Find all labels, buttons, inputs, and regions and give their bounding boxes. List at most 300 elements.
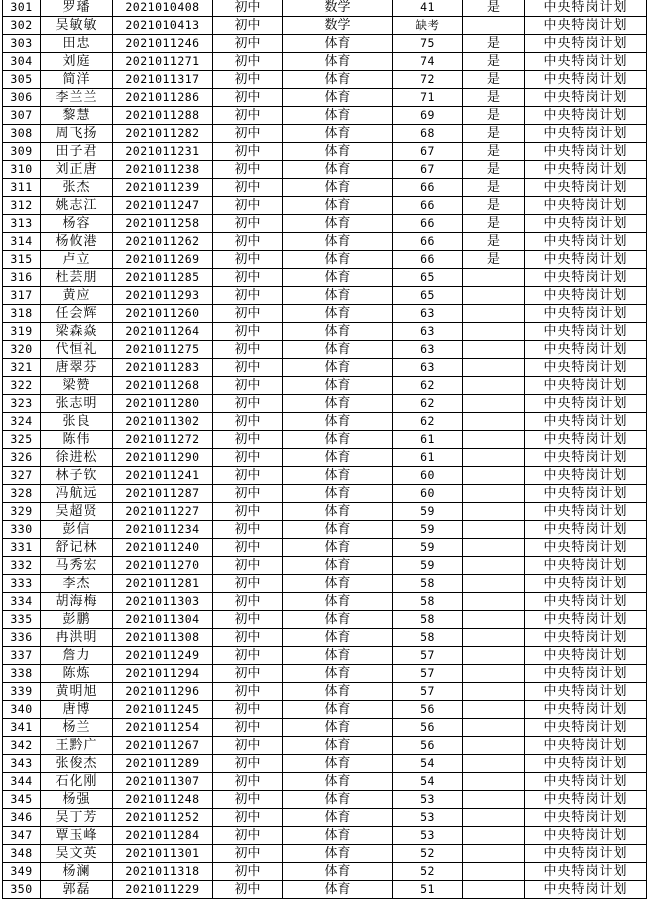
score-cell: 63 (393, 359, 463, 377)
candidate-name-cell: 张俊杰 (41, 755, 113, 773)
school-level-cell: 初中 (213, 557, 283, 575)
candidate-name-cell: 吴丁芳 (41, 809, 113, 827)
subject-cell: 体育 (283, 467, 393, 485)
school-level-cell: 初中 (213, 845, 283, 863)
score-cell: 54 (393, 755, 463, 773)
school-level-cell: 初中 (213, 629, 283, 647)
exam-id-cell: 2021011229 (113, 881, 213, 899)
subject-cell: 体育 (283, 341, 393, 359)
candidate-name-cell: 张志明 (41, 395, 113, 413)
table-row (3, 143, 647, 161)
recruitment-plan-cell: 中央特岗计划 (525, 881, 647, 899)
school-level-cell: 初中 (213, 323, 283, 341)
subject-cell: 体育 (283, 665, 393, 683)
subject-cell: 体育 (283, 503, 393, 521)
candidate-name-cell: 任会辉 (41, 305, 113, 323)
candidate-name-cell: 黄明旭 (41, 683, 113, 701)
score-cell: 56 (393, 719, 463, 737)
school-level-cell: 初中 (213, 161, 283, 179)
score-cell: 60 (393, 467, 463, 485)
exam-id-cell: 2021011269 (113, 251, 213, 269)
candidate-name-cell: 杨澜 (41, 863, 113, 881)
table-row (3, 35, 647, 53)
qualified-flag-cell: 是 (463, 161, 525, 179)
score-cell: 缺考 (393, 17, 463, 35)
exam-id-cell: 2021011267 (113, 737, 213, 755)
exam-id-cell: 2021011285 (113, 269, 213, 287)
qualified-flag-cell: 是 (463, 197, 525, 215)
exam-id-cell: 2021011258 (113, 215, 213, 233)
score-cell: 63 (393, 305, 463, 323)
school-level-cell: 初中 (213, 485, 283, 503)
exam-id-cell: 2021011284 (113, 827, 213, 845)
qualified-flag-cell: 是 (463, 53, 525, 71)
qualified-flag-cell (463, 719, 525, 737)
recruitment-plan-cell: 中央特岗计划 (525, 125, 647, 143)
candidate-name-cell: 罗璠 (41, 0, 113, 17)
school-level-cell: 初中 (213, 647, 283, 665)
table-row (3, 593, 647, 611)
qualified-flag-cell (463, 647, 525, 665)
candidate-name-cell: 石化刚 (41, 773, 113, 791)
candidate-name-cell: 张杰 (41, 179, 113, 197)
candidate-name-cell: 马秀宏 (41, 557, 113, 575)
candidate-name-cell: 吴敏敏 (41, 17, 113, 35)
table-row (3, 0, 647, 17)
candidate-name-cell: 周飞扬 (41, 125, 113, 143)
recruitment-plan-cell: 中央特岗计划 (525, 35, 647, 53)
score-cell: 62 (393, 413, 463, 431)
candidate-name-cell: 唐博 (41, 701, 113, 719)
table-row (3, 413, 647, 431)
subject-cell: 体育 (283, 395, 393, 413)
recruitment-plan-cell: 中央特岗计划 (525, 233, 647, 251)
table-row (3, 323, 647, 341)
score-cell: 66 (393, 251, 463, 269)
score-cell: 53 (393, 791, 463, 809)
exam-id-cell: 2021011240 (113, 539, 213, 557)
recruitment-plan-cell: 中央特岗计划 (525, 395, 647, 413)
subject-cell: 体育 (283, 755, 393, 773)
candidate-name-cell: 林子钦 (41, 467, 113, 485)
qualified-flag-cell (463, 269, 525, 287)
recruitment-plan-cell: 中央特岗计划 (525, 773, 647, 791)
qualified-flag-cell (463, 683, 525, 701)
table-row (3, 449, 647, 467)
score-cell: 53 (393, 827, 463, 845)
qualified-flag-cell (463, 755, 525, 773)
recruitment-plan-cell: 中央特岗计划 (525, 539, 647, 557)
qualified-flag-cell: 是 (463, 107, 525, 125)
school-level-cell: 初中 (213, 305, 283, 323)
qualified-flag-cell (463, 287, 525, 305)
row-number-cell: 328 (3, 485, 41, 503)
table-row (3, 197, 647, 215)
qualified-flag-cell (463, 629, 525, 647)
qualified-flag-cell (463, 881, 525, 899)
row-number-cell: 343 (3, 755, 41, 773)
recruitment-plan-cell: 中央特岗计划 (525, 17, 647, 35)
recruitment-plan-cell: 中央特岗计划 (525, 341, 647, 359)
table-row (3, 53, 647, 71)
qualified-flag-cell (463, 395, 525, 413)
qualified-flag-cell (463, 557, 525, 575)
score-cell: 66 (393, 197, 463, 215)
exam-id-cell: 2021011288 (113, 107, 213, 125)
candidate-name-cell: 杨强 (41, 791, 113, 809)
subject-cell: 数学 (283, 17, 393, 35)
exam-id-cell: 2021011249 (113, 647, 213, 665)
subject-cell: 体育 (283, 557, 393, 575)
qualified-flag-cell (463, 593, 525, 611)
table-row (3, 341, 647, 359)
exam-id-cell: 2021011293 (113, 287, 213, 305)
exam-id-cell: 2021011301 (113, 845, 213, 863)
table-row (3, 467, 647, 485)
row-number-cell: 309 (3, 143, 41, 161)
candidate-name-cell: 刘庭 (41, 53, 113, 71)
subject-cell: 体育 (283, 197, 393, 215)
row-number-cell: 348 (3, 845, 41, 863)
row-number-cell: 342 (3, 737, 41, 755)
candidate-name-cell: 李兰兰 (41, 89, 113, 107)
row-number-cell: 322 (3, 377, 41, 395)
school-level-cell: 初中 (213, 197, 283, 215)
exam-id-cell: 2021011234 (113, 521, 213, 539)
exam-id-cell: 2021011294 (113, 665, 213, 683)
row-number-cell: 304 (3, 53, 41, 71)
school-level-cell: 初中 (213, 413, 283, 431)
table-row (3, 233, 647, 251)
row-number-cell: 341 (3, 719, 41, 737)
score-cell: 58 (393, 629, 463, 647)
school-level-cell: 初中 (213, 287, 283, 305)
recruitment-plan-cell: 中央特岗计划 (525, 701, 647, 719)
table-row (3, 521, 647, 539)
school-level-cell: 初中 (213, 665, 283, 683)
recruitment-plan-cell: 中央特岗计划 (525, 143, 647, 161)
row-number-cell: 315 (3, 251, 41, 269)
exam-id-cell: 2021011281 (113, 575, 213, 593)
score-cell: 53 (393, 809, 463, 827)
subject-cell: 体育 (283, 701, 393, 719)
row-number-cell: 349 (3, 863, 41, 881)
exam-id-cell: 2021011304 (113, 611, 213, 629)
candidate-name-cell: 姚志江 (41, 197, 113, 215)
recruitment-plan-cell: 中央特岗计划 (525, 269, 647, 287)
school-level-cell: 初中 (213, 341, 283, 359)
table-row (3, 251, 647, 269)
candidate-name-cell: 王黔广 (41, 737, 113, 755)
exam-id-cell: 2021011290 (113, 449, 213, 467)
row-number-cell: 324 (3, 413, 41, 431)
school-level-cell: 初中 (213, 449, 283, 467)
recruitment-plan-cell: 中央特岗计划 (525, 413, 647, 431)
table-row (3, 827, 647, 845)
qualified-flag-cell: 是 (463, 0, 525, 17)
candidate-name-cell: 梁森焱 (41, 323, 113, 341)
recruitment-plan-cell: 中央特岗计划 (525, 557, 647, 575)
table-row (3, 359, 647, 377)
qualified-flag-cell (463, 503, 525, 521)
row-number-cell: 345 (3, 791, 41, 809)
recruitment-plan-cell: 中央特岗计划 (525, 629, 647, 647)
school-level-cell: 初中 (213, 719, 283, 737)
candidate-name-cell: 简洋 (41, 71, 113, 89)
school-level-cell: 初中 (213, 881, 283, 899)
table-row (3, 539, 647, 557)
score-cell: 59 (393, 521, 463, 539)
school-level-cell: 初中 (213, 53, 283, 71)
recruitment-plan-cell: 中央特岗计划 (525, 53, 647, 71)
school-level-cell: 初中 (213, 359, 283, 377)
recruitment-plan-cell: 中央特岗计划 (525, 323, 647, 341)
table-row (3, 701, 647, 719)
exam-id-cell: 2021011264 (113, 323, 213, 341)
exam-id-cell: 2021011252 (113, 809, 213, 827)
exam-id-cell: 2021011307 (113, 773, 213, 791)
school-level-cell: 初中 (213, 179, 283, 197)
score-cell: 75 (393, 35, 463, 53)
school-level-cell: 初中 (213, 827, 283, 845)
row-number-cell: 344 (3, 773, 41, 791)
qualified-flag-cell (463, 809, 525, 827)
qualified-flag-cell (463, 341, 525, 359)
exam-id-cell: 2021011260 (113, 305, 213, 323)
subject-cell: 体育 (283, 863, 393, 881)
table-body (3, 0, 647, 899)
row-number-cell: 331 (3, 539, 41, 557)
qualified-flag-cell (463, 737, 525, 755)
candidate-name-cell: 杨兰 (41, 719, 113, 737)
subject-cell: 体育 (283, 683, 393, 701)
recruitment-plan-cell: 中央特岗计划 (525, 89, 647, 107)
score-cell: 52 (393, 845, 463, 863)
table-row (3, 71, 647, 89)
subject-cell: 体育 (283, 449, 393, 467)
school-level-cell: 初中 (213, 773, 283, 791)
recruitment-plan-cell: 中央特岗计划 (525, 791, 647, 809)
score-cell: 57 (393, 665, 463, 683)
score-cell: 68 (393, 125, 463, 143)
subject-cell: 体育 (283, 251, 393, 269)
subject-cell: 体育 (283, 107, 393, 125)
exam-id-cell: 2021011318 (113, 863, 213, 881)
recruitment-plan-cell: 中央特岗计划 (525, 485, 647, 503)
candidate-name-cell: 唐翠芬 (41, 359, 113, 377)
candidate-name-cell: 吴文英 (41, 845, 113, 863)
table-row (3, 863, 647, 881)
score-cell: 52 (393, 863, 463, 881)
row-number-cell: 305 (3, 71, 41, 89)
school-level-cell: 初中 (213, 809, 283, 827)
score-cell: 56 (393, 737, 463, 755)
row-number-cell: 316 (3, 269, 41, 287)
table-row (3, 845, 647, 863)
score-cell: 61 (393, 449, 463, 467)
exam-id-cell: 2021011245 (113, 701, 213, 719)
score-cell: 57 (393, 647, 463, 665)
row-number-cell: 340 (3, 701, 41, 719)
subject-cell: 体育 (283, 305, 393, 323)
candidate-name-cell: 杜芸朋 (41, 269, 113, 287)
school-level-cell: 初中 (213, 71, 283, 89)
recruitment-plan-cell: 中央特岗计划 (525, 215, 647, 233)
school-level-cell: 初中 (213, 611, 283, 629)
row-number-cell: 310 (3, 161, 41, 179)
subject-cell: 体育 (283, 827, 393, 845)
exam-id-cell: 2021011262 (113, 233, 213, 251)
subject-cell: 体育 (283, 215, 393, 233)
exam-id-cell: 2021011271 (113, 53, 213, 71)
score-cell: 66 (393, 233, 463, 251)
score-cell: 62 (393, 377, 463, 395)
table-row (3, 305, 647, 323)
subject-cell: 体育 (283, 179, 393, 197)
table-row (3, 773, 647, 791)
recruitment-plan-cell: 中央特岗计划 (525, 827, 647, 845)
recruitment-plan-cell: 中央特岗计划 (525, 377, 647, 395)
school-level-cell: 初中 (213, 107, 283, 125)
subject-cell: 体育 (283, 737, 393, 755)
table-row (3, 179, 647, 197)
table-row (3, 89, 647, 107)
exam-id-cell: 2021011270 (113, 557, 213, 575)
subject-cell: 体育 (283, 413, 393, 431)
recruitment-plan-cell: 中央特岗计划 (525, 107, 647, 125)
subject-cell: 体育 (283, 809, 393, 827)
exam-id-cell: 2021011227 (113, 503, 213, 521)
recruitment-plan-cell: 中央特岗计划 (525, 161, 647, 179)
candidate-name-cell: 杨容 (41, 215, 113, 233)
qualified-flag-cell (463, 863, 525, 881)
recruitment-plan-cell: 中央特岗计划 (525, 449, 647, 467)
candidate-name-cell: 詹力 (41, 647, 113, 665)
candidate-name-cell: 郭磊 (41, 881, 113, 899)
table-row (3, 809, 647, 827)
qualified-flag-cell: 是 (463, 71, 525, 89)
row-number-cell: 329 (3, 503, 41, 521)
row-number-cell: 301 (3, 0, 41, 17)
candidate-name-cell: 黄应 (41, 287, 113, 305)
row-number-cell: 346 (3, 809, 41, 827)
score-cell: 58 (393, 611, 463, 629)
score-cell: 58 (393, 593, 463, 611)
recruitment-plan-cell: 中央特岗计划 (525, 71, 647, 89)
qualified-flag-cell: 是 (463, 35, 525, 53)
table-row (3, 755, 647, 773)
score-cell: 62 (393, 395, 463, 413)
subject-cell: 体育 (283, 791, 393, 809)
candidate-name-cell: 黎慧 (41, 107, 113, 125)
recruitment-plan-cell: 中央特岗计划 (525, 665, 647, 683)
score-table (2, 0, 647, 899)
table-row (3, 377, 647, 395)
subject-cell: 体育 (283, 71, 393, 89)
qualified-flag-cell (463, 413, 525, 431)
exam-id-cell: 2021011239 (113, 179, 213, 197)
row-number-cell: 317 (3, 287, 41, 305)
subject-cell: 体育 (283, 269, 393, 287)
row-number-cell: 325 (3, 431, 41, 449)
qualified-flag-cell (463, 467, 525, 485)
row-number-cell: 306 (3, 89, 41, 107)
subject-cell: 体育 (283, 575, 393, 593)
school-level-cell: 初中 (213, 467, 283, 485)
recruitment-plan-cell: 中央特岗计划 (525, 863, 647, 881)
subject-cell: 体育 (283, 647, 393, 665)
recruitment-plan-cell: 中央特岗计划 (525, 503, 647, 521)
exam-id-cell: 2021011272 (113, 431, 213, 449)
table-row (3, 683, 647, 701)
subject-cell: 体育 (283, 431, 393, 449)
table-row (3, 485, 647, 503)
recruitment-plan-cell: 中央特岗计划 (525, 611, 647, 629)
row-number-cell: 303 (3, 35, 41, 53)
exam-id-cell: 2021011308 (113, 629, 213, 647)
exam-id-cell: 2021011289 (113, 755, 213, 773)
school-level-cell: 初中 (213, 215, 283, 233)
table-row (3, 629, 647, 647)
subject-cell: 体育 (283, 359, 393, 377)
row-number-cell: 330 (3, 521, 41, 539)
row-number-cell: 336 (3, 629, 41, 647)
school-level-cell: 初中 (213, 0, 283, 17)
row-number-cell: 338 (3, 665, 41, 683)
candidate-name-cell: 卢立 (41, 251, 113, 269)
exam-id-cell: 2021011280 (113, 395, 213, 413)
candidate-name-cell: 覃玉峰 (41, 827, 113, 845)
exam-id-cell: 2021011241 (113, 467, 213, 485)
school-level-cell: 初中 (213, 251, 283, 269)
recruitment-plan-cell: 中央特岗计划 (525, 0, 647, 17)
school-level-cell: 初中 (213, 701, 283, 719)
subject-cell: 体育 (283, 521, 393, 539)
school-level-cell: 初中 (213, 791, 283, 809)
recruitment-plan-cell: 中央特岗计划 (525, 197, 647, 215)
school-level-cell: 初中 (213, 755, 283, 773)
score-cell: 58 (393, 575, 463, 593)
candidate-name-cell: 田子君 (41, 143, 113, 161)
score-cell: 67 (393, 161, 463, 179)
qualified-flag-cell: 是 (463, 251, 525, 269)
exam-id-cell: 2021011286 (113, 89, 213, 107)
table-row (3, 269, 647, 287)
recruitment-plan-cell: 中央特岗计划 (525, 287, 647, 305)
row-number-cell: 347 (3, 827, 41, 845)
qualified-flag-cell (463, 791, 525, 809)
recruitment-plan-cell: 中央特岗计划 (525, 305, 647, 323)
candidate-name-cell: 徐进松 (41, 449, 113, 467)
exam-id-cell: 2021011238 (113, 161, 213, 179)
school-level-cell: 初中 (213, 143, 283, 161)
candidate-name-cell: 梁赞 (41, 377, 113, 395)
qualified-flag-cell: 是 (463, 179, 525, 197)
exam-id-cell: 2021011268 (113, 377, 213, 395)
recruitment-plan-cell: 中央特岗计划 (525, 521, 647, 539)
qualified-flag-cell (463, 449, 525, 467)
school-level-cell: 初中 (213, 89, 283, 107)
school-level-cell: 初中 (213, 125, 283, 143)
row-number-cell: 332 (3, 557, 41, 575)
row-number-cell: 337 (3, 647, 41, 665)
score-cell: 60 (393, 485, 463, 503)
exam-id-cell: 2021011248 (113, 791, 213, 809)
school-level-cell: 初中 (213, 539, 283, 557)
exam-id-cell: 2021011247 (113, 197, 213, 215)
candidate-name-cell: 冉洪明 (41, 629, 113, 647)
row-number-cell: 318 (3, 305, 41, 323)
